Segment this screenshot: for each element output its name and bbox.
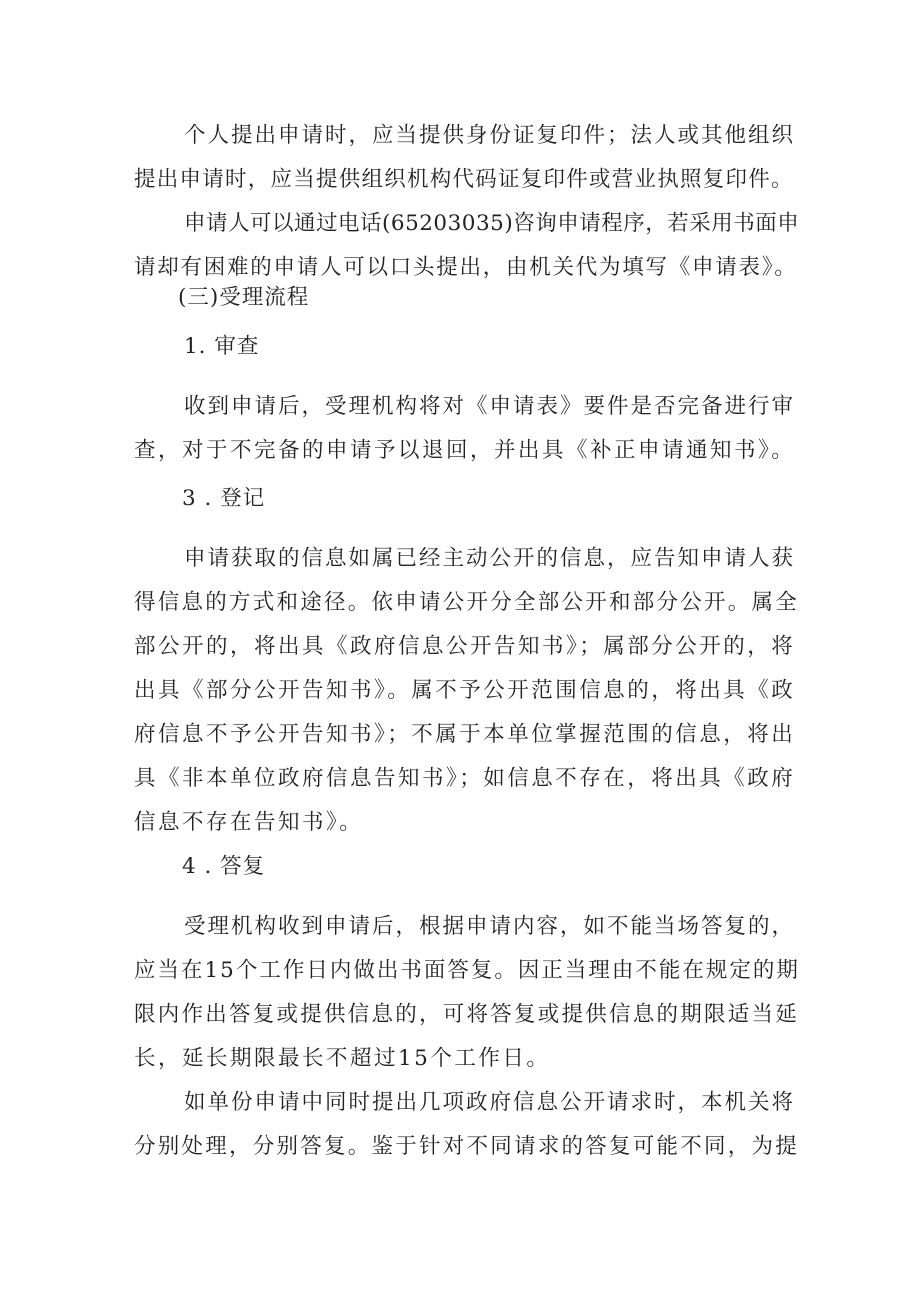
text-line: 收到申请后，受理机构将对《申请表》要件是否完备进行审 [184, 394, 796, 419]
paragraph-id-requirements [134, 114, 800, 202]
text-line: 个人提出申请时，应当提供身份证复印件；法人或其他组织 [184, 123, 796, 148]
text-line: 受理机构收到申请后，根据申请内容，如不能当场答复的， [184, 914, 796, 939]
paragraph-reply [134, 905, 800, 1081]
text-line: 分别处理，分别答复。鉴于针对不同请求的答复可能不同，为提 [134, 1134, 800, 1159]
subheading-reply: 4 . 答复 [182, 854, 266, 879]
text-line: 信息不存在告知书》。 [134, 810, 364, 835]
text-line: 得信息的方式和途径。依申请公开分全部公开和部分公开。属全 [134, 590, 800, 615]
paragraph-registration [134, 537, 800, 845]
text-line: 查，对于不完备的申请予以退回，并出具《补正申请通知书》。 [134, 438, 796, 463]
text-line: 出具《部分公开告知书》。属不予公开范围信息的，将出具《政 [134, 678, 796, 703]
text-line: 限内作出答复或提供信息的，可将答复或提供信息的期限适当延 [134, 1002, 800, 1027]
text-line: 如单份申请中同时提出几项政府信息公开请求时，本机关将 [184, 1090, 796, 1115]
subheading-review: 1. 审查 [184, 334, 260, 359]
text-line: 申请获取的信息如属已经主动公开的信息，应告知申请人获 [184, 546, 796, 571]
text-line: 部公开的，将出具《政府信息公开告知书》；属部分公开的，将 [134, 634, 796, 659]
text-line: 应当在15个工作日内做出书面答复。因正当理由不能在规定的期 [134, 958, 800, 983]
section-heading: (三)受理流程 [178, 285, 310, 310]
paragraph-phone-inquiry [134, 202, 800, 290]
paragraph-review [134, 385, 800, 473]
subheading-registration: 3 . 登记 [182, 486, 266, 511]
text-line: 请却有困难的申请人可以口头提出，由机关代为填写《申请表》。 [134, 255, 798, 280]
text-line: 提出申请时，应当提供组织机构代码证复印件或营业执照复印件。 [134, 167, 794, 192]
text-line: 长，延长期限最长不超过15个工作日。 [134, 1046, 551, 1071]
text-line: 具《非本单位政府信息告知书》；如信息不存在，将出具《政府 [134, 766, 796, 791]
text-line: 府信息不予公开告知书》；不属于本单位掌握范围的信息，将出 [134, 722, 796, 747]
text-line: 申请人可以通过电话(65203035)咨询申请程序，若采用书面申 [184, 211, 800, 236]
paragraph-multiple-requests [134, 1081, 800, 1169]
